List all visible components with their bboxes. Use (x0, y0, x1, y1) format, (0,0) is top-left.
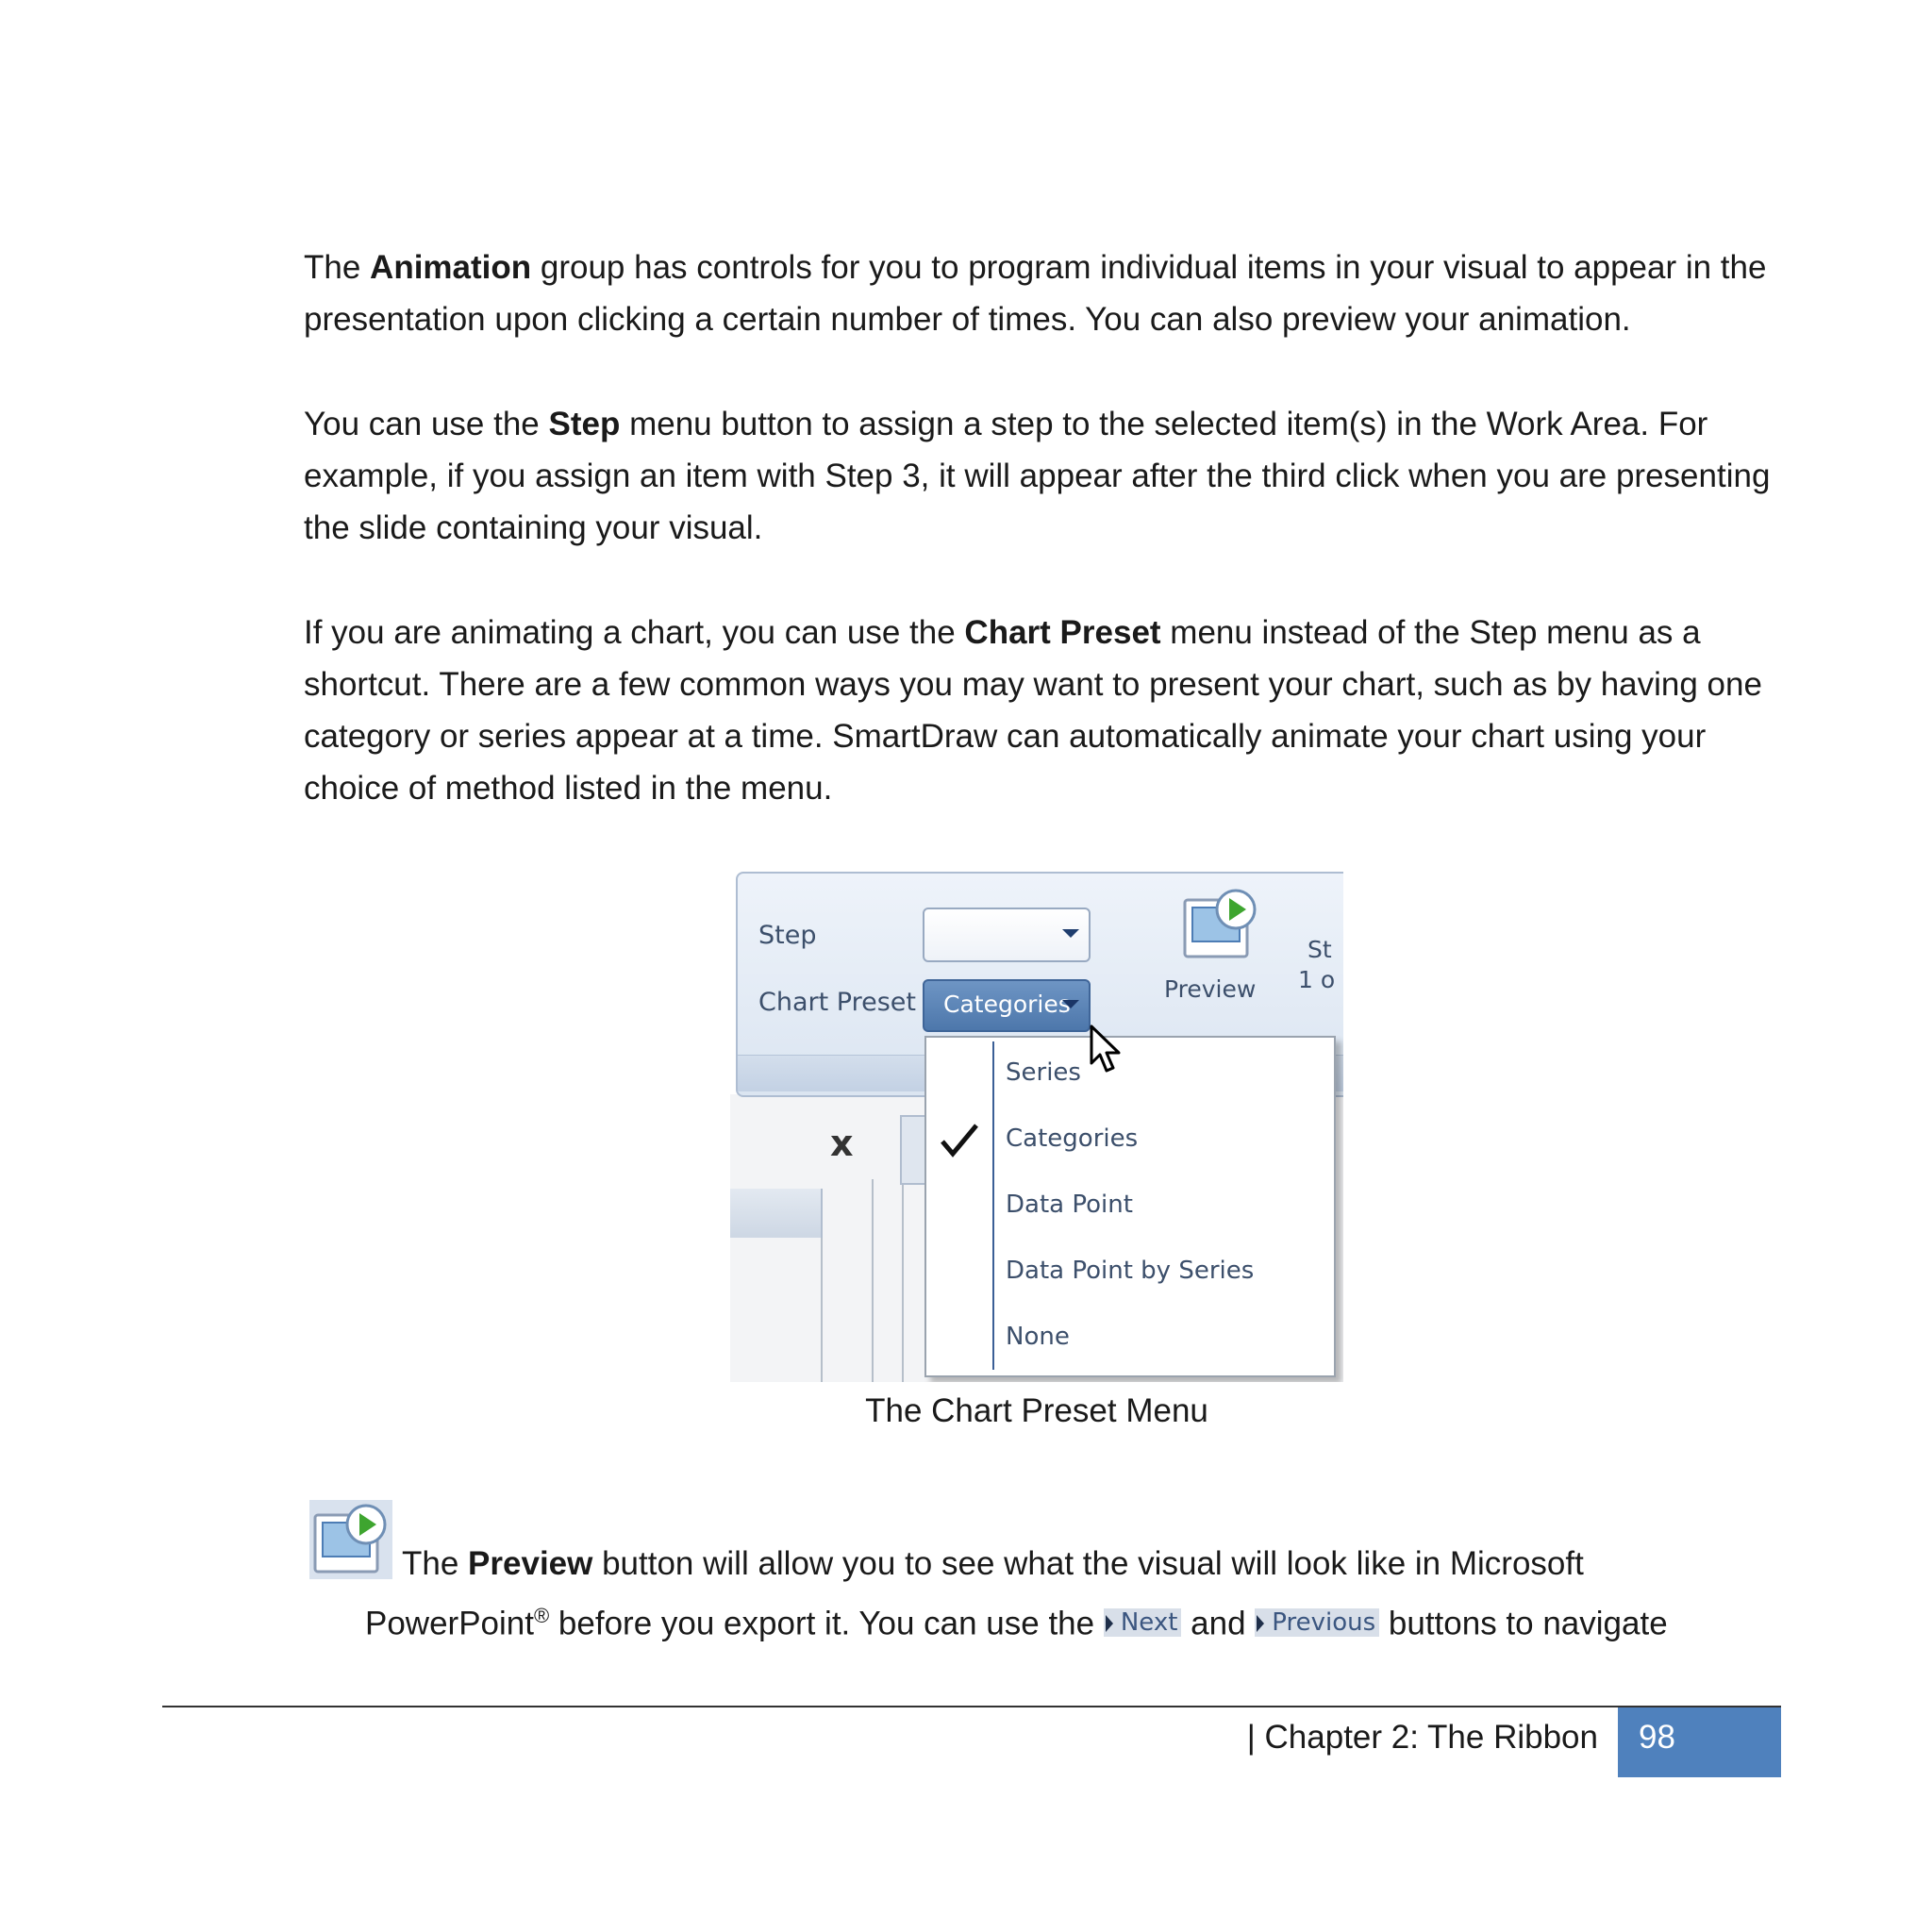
side-panel-header (730, 1189, 823, 1238)
chart-preset-menu-screenshot (730, 868, 1343, 1382)
bold-term-preview: Preview (468, 1545, 593, 1582)
preview-paragraph-line1 (402, 1538, 1584, 1590)
text-run: The (402, 1545, 469, 1582)
text-run: menu instead of the Step menu as a shortcut. There are a few common ways you may want to present your chart, such as by having one category or series appear at a time. SmartDraw can automatically animate your chart using your choice of method listed in the menu. (304, 614, 1762, 807)
chart-preset-value: Categories (943, 991, 1071, 1018)
menu-item-data-point[interactable]: Data Point (1006, 1191, 1133, 1219)
page-number-box (1618, 1707, 1781, 1777)
preview-icon (309, 1500, 392, 1579)
preview-icon[interactable] (1181, 887, 1262, 962)
next-button-image (1104, 1608, 1182, 1637)
previous-button-image (1255, 1608, 1379, 1637)
divider (902, 1179, 904, 1382)
page-number: 98 (1639, 1719, 1675, 1756)
bold-term-animation: Animation (370, 249, 532, 286)
menu-item-series[interactable]: Series (1006, 1058, 1081, 1087)
text-run: PowerPoint (365, 1605, 534, 1642)
preview-label: Preview (1164, 975, 1257, 1003)
step-dropdown[interactable] (923, 908, 1091, 962)
menu-item-none[interactable]: None (1006, 1323, 1070, 1351)
figure-caption: The Chart Preset Menu (865, 1392, 1208, 1429)
chart-preset-menu (924, 1036, 1336, 1377)
text-run: If you are animating a chart, you can use the (304, 614, 965, 651)
text-run: group has controls for you to program individual items in your visual to appear in the presentation upon clicking a certain number of times. You can also preview your animation. (304, 249, 1767, 338)
chart-preset-label: Chart Preset (758, 988, 916, 1017)
step-label: Step (758, 921, 817, 950)
chevron-down-icon (1062, 929, 1079, 938)
play-arrow-icon (1257, 1615, 1264, 1632)
truncated-text: St (1307, 936, 1332, 963)
chevron-down-icon (1062, 1000, 1079, 1008)
play-arrow-icon (1106, 1615, 1113, 1632)
truncated-text: 1 o (1298, 966, 1336, 993)
chart-preset-dropdown[interactable] (923, 979, 1091, 1032)
text-run: button will allow you to see what the visual will look like in Microsoft (592, 1545, 1584, 1582)
registered-mark: ® (533, 1604, 550, 1627)
preview-paragraph-line2 (365, 1590, 1668, 1650)
step-paragraph (304, 398, 1775, 554)
previous-label: Previous (1272, 1608, 1376, 1638)
next-label: Next (1120, 1608, 1178, 1638)
menu-separator (992, 1041, 994, 1370)
close-icon[interactable]: x (830, 1123, 854, 1164)
text-run: You can use the (304, 406, 549, 442)
text-run: before you export it. You can use the (549, 1605, 1104, 1642)
menu-item-categories[interactable]: Categories (1006, 1124, 1139, 1153)
text-run: The (304, 249, 371, 286)
footer-rule (162, 1706, 1781, 1707)
chart-preset-paragraph (304, 607, 1775, 814)
checkmark-icon (940, 1123, 979, 1158)
text-run: and (1181, 1605, 1256, 1642)
chapter-title: | Chapter 2: The Ribbon (1246, 1719, 1598, 1756)
menu-item-data-point-by-series[interactable]: Data Point by Series (1006, 1257, 1255, 1285)
bold-term-chart-preset: Chart Preset (964, 614, 1161, 651)
animation-paragraph (304, 242, 1775, 345)
mouse-cursor-icon (1089, 1024, 1126, 1076)
divider (872, 1179, 874, 1382)
text-run: buttons to navigate (1379, 1605, 1668, 1642)
text-run: menu button to assign a step to the selected item(s) in the Work Area. For example, if you assign an item with Step 3, it will appear after the third click when you are presenting the slide containing your visual. (304, 406, 1771, 546)
bold-term-step: Step (548, 406, 621, 442)
divider (821, 1238, 823, 1382)
